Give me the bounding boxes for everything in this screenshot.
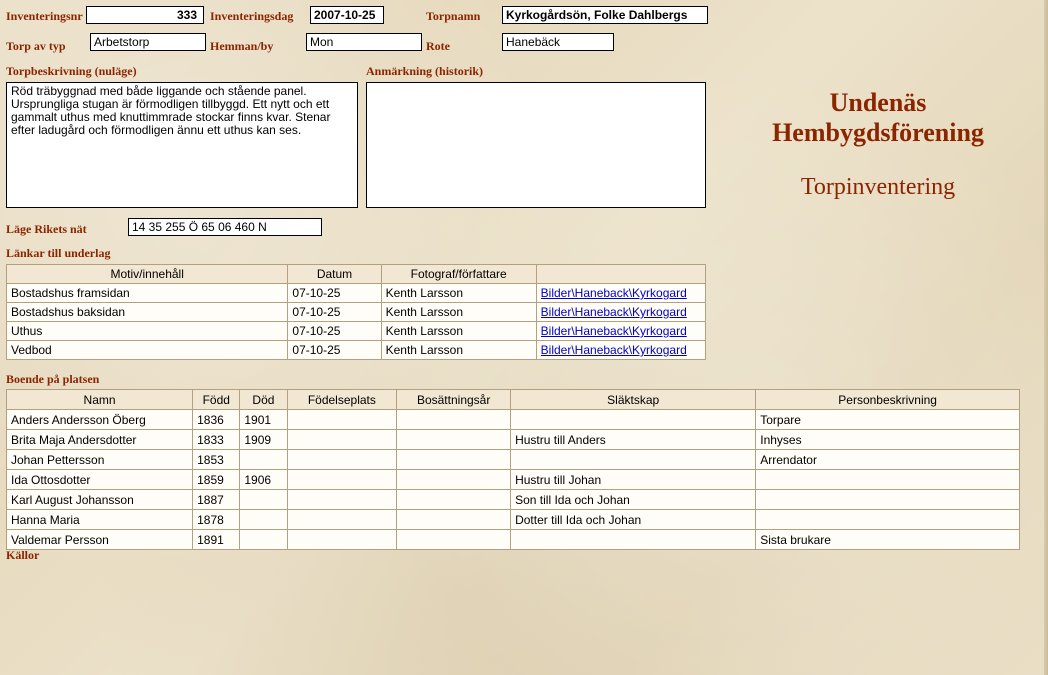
torpnamn-field[interactable]: Kyrkogårdsön, Folke Dahlbergs [502, 6, 708, 24]
lankar-cell-link[interactable] [536, 341, 705, 360]
lankar-col-datum: Datum [288, 265, 381, 284]
boende-cell-bosattningsar [397, 450, 511, 470]
boende-cell-fodd: 1836 [193, 410, 240, 430]
table-row [7, 470, 1020, 490]
boende-cell-dod: 1901 [240, 410, 287, 430]
inventeringsnr-label: Inventeringsnr [6, 9, 83, 23]
lankar-cell-motiv: Vedbod [7, 341, 288, 360]
boende-cell-bosattningsar [397, 510, 511, 530]
lage-rikets-nat-label: Läge Rikets nät [6, 222, 87, 236]
lankar-cell-fotograf: Kenth Larsson [381, 284, 536, 303]
image-folder-link[interactable]: Bilder\Haneback\Kyrkogard [540, 305, 687, 319]
torpbeskrivning-label: Torpbeskrivning (nuläge) [6, 64, 137, 78]
boende-cell-fodelseplats [287, 530, 397, 550]
boende-cell-slaktskap: Hustru till Johan [511, 470, 756, 490]
lankar-cell-fotograf: Kenth Larsson [381, 341, 536, 360]
boende-cell-personbeskrivning [756, 490, 1020, 510]
brand-line-1: Undenäs [829, 88, 927, 117]
boende-cell-slaktskap [511, 530, 756, 550]
lankar-cell-fotograf: Kenth Larsson [381, 322, 536, 341]
right-edge-strip [1044, 0, 1048, 675]
inventeringsnr-field[interactable]: 333 [86, 6, 204, 24]
boende-cell-dod [240, 530, 287, 550]
boende-cell-namn: Brita Maja Andersdotter [7, 430, 193, 450]
boende-cell-slaktskap [511, 450, 756, 470]
boende-cell-personbeskrivning: Arrendator [756, 450, 1020, 470]
boende-table [6, 389, 1020, 550]
boende-cell-dod [240, 490, 287, 510]
table-row [7, 303, 706, 322]
lankar-cell-datum: 07-10-25 [288, 322, 381, 341]
image-folder-link[interactable]: Bilder\Haneback\Kyrkogard [540, 324, 687, 338]
boende-cell-slaktskap [511, 410, 756, 430]
torp-av-typ-label: Torp av typ [6, 39, 66, 53]
boende-cell-namn: Ida Ottosdotter [7, 470, 193, 490]
boende-cell-dod: 1909 [240, 430, 287, 450]
table-row [7, 410, 1020, 430]
boende-cell-dod: 1906 [240, 470, 287, 490]
boende-col-namn: Namn [7, 390, 193, 410]
rote-label: Rote [426, 39, 450, 53]
boende-cell-bosattningsar [397, 430, 511, 450]
boende-cell-fodelseplats [287, 410, 397, 430]
kallor-label: Källor [6, 548, 40, 562]
boende-cell-slaktskap: Hustru till Anders [511, 430, 756, 450]
table-row [7, 430, 1020, 450]
boende-cell-fodd: 1887 [193, 490, 240, 510]
boende-col-fodd: Född [193, 390, 240, 410]
boende-col-bosattningsar: Bosättningsår [397, 390, 511, 410]
hemman-by-field[interactable]: Mon [306, 33, 422, 51]
table-row [7, 284, 706, 303]
boende-cell-personbeskrivning [756, 470, 1020, 490]
anmarkning-textarea[interactable] [366, 82, 706, 208]
table-row [7, 322, 706, 341]
rote-field[interactable]: Hanebäck [502, 33, 614, 51]
boende-cell-fodelseplats [287, 450, 397, 470]
boende-cell-slaktskap: Son till Ida och Johan [511, 490, 756, 510]
lankar-till-underlag-label: Länkar till underlag [6, 246, 111, 260]
lankar-col-fotograf: Fotograf/författare [381, 265, 536, 284]
boende-cell-fodelseplats [287, 470, 397, 490]
boende-cell-bosattningsar [397, 470, 511, 490]
boende-cell-dod [240, 510, 287, 530]
boende-cell-fodd: 1891 [193, 530, 240, 550]
lankar-cell-link[interactable] [536, 303, 705, 322]
boende-cell-namn: Anders Andersson Öberg [7, 410, 193, 430]
boende-cell-fodelseplats [287, 430, 397, 450]
brand-subtitle: Torpinventering [800, 174, 956, 200]
boende-cell-fodd: 1859 [193, 470, 240, 490]
inventeringsdag-label: Inventeringsdag [210, 9, 294, 23]
brand-line-2: Hembygdsförening [772, 118, 984, 147]
lankar-col-motiv: Motiv/innehåll [7, 265, 288, 284]
table-row [7, 490, 1020, 510]
image-folder-link[interactable]: Bilder\Haneback\Kyrkogard [540, 286, 687, 300]
lankar-cell-datum: 07-10-25 [288, 341, 381, 360]
boende-header-row [7, 390, 1020, 410]
anmarkning-label: Anmärkning (historik) [366, 64, 484, 78]
torpnamn-label: Torpnamn [426, 9, 481, 23]
image-folder-link[interactable]: Bilder\Haneback\Kyrkogard [540, 343, 687, 357]
lankar-cell-fotograf: Kenth Larsson [381, 303, 536, 322]
lankar-cell-datum: 07-10-25 [288, 284, 381, 303]
inventeringsdag-field[interactable]: 2007-10-25 [310, 6, 384, 24]
boende-cell-namn: Hanna Maria [7, 510, 193, 530]
table-row [7, 530, 1020, 550]
boende-cell-fodd: 1878 [193, 510, 240, 530]
boende-cell-fodd: 1833 [193, 430, 240, 450]
boende-cell-fodelseplats [287, 510, 397, 530]
boende-cell-fodd: 1853 [193, 450, 240, 470]
boende-cell-namn: Johan Pettersson [7, 450, 193, 470]
boende-cell-fodelseplats [287, 490, 397, 510]
lankar-cell-datum: 07-10-25 [288, 303, 381, 322]
boende-col-slaktskap: Släktskap [511, 390, 756, 410]
boende-col-personbeskrivning: Personbeskrivning [756, 390, 1020, 410]
lankar-cell-link[interactable] [536, 322, 705, 341]
boende-col-dod: Död [240, 390, 287, 410]
boende-pa-platsen-label: Boende på platsen [6, 372, 100, 386]
boende-cell-bosattningsar [397, 530, 511, 550]
lankar-col-link [536, 265, 705, 284]
torpbeskrivning-textarea[interactable]: Röd träbyggnad med både liggande och stående panel. Ursprungliga stugan är förmodligen tillbyggd. Ett nytt och ett gammalt uthus med knuttimmrade stockar finns kvar. Stenar efter ladugård och förmodligen ännu ett uthus kan ses. [6, 82, 358, 208]
table-row [7, 510, 1020, 530]
torp-av-typ-field[interactable]: Arbetstorp [90, 33, 206, 51]
boende-cell-namn: Karl August Johansson [7, 490, 193, 510]
boende-cell-namn: Valdemar Persson [7, 530, 193, 550]
lankar-table [6, 264, 706, 360]
boende-cell-bosattningsar [397, 490, 511, 510]
boende-cell-dod [240, 450, 287, 470]
boende-cell-personbeskrivning: Torpare [756, 410, 1020, 430]
boende-col-fodelseplats: Födelseplats [287, 390, 397, 410]
lankar-header-row [7, 265, 706, 284]
lankar-cell-motiv: Bostadshus baksidan [7, 303, 288, 322]
boende-cell-slaktskap: Dotter till Ida och Johan [511, 510, 756, 530]
hemman-by-label: Hemman/by [210, 39, 274, 53]
brand-block [718, 88, 1038, 202]
table-row [7, 341, 706, 360]
boende-cell-personbeskrivning: Inhyses [756, 430, 1020, 450]
table-row [7, 450, 1020, 470]
boende-cell-personbeskrivning: Sista brukare [756, 530, 1020, 550]
lankar-cell-link[interactable] [536, 284, 705, 303]
lage-rikets-nat-field[interactable]: 14 35 255 Ö 65 06 460 N [128, 218, 322, 236]
boende-cell-bosattningsar [397, 410, 511, 430]
lankar-cell-motiv: Uthus [7, 322, 288, 341]
boende-cell-personbeskrivning [756, 510, 1020, 530]
lankar-cell-motiv: Bostadshus framsidan [7, 284, 288, 303]
